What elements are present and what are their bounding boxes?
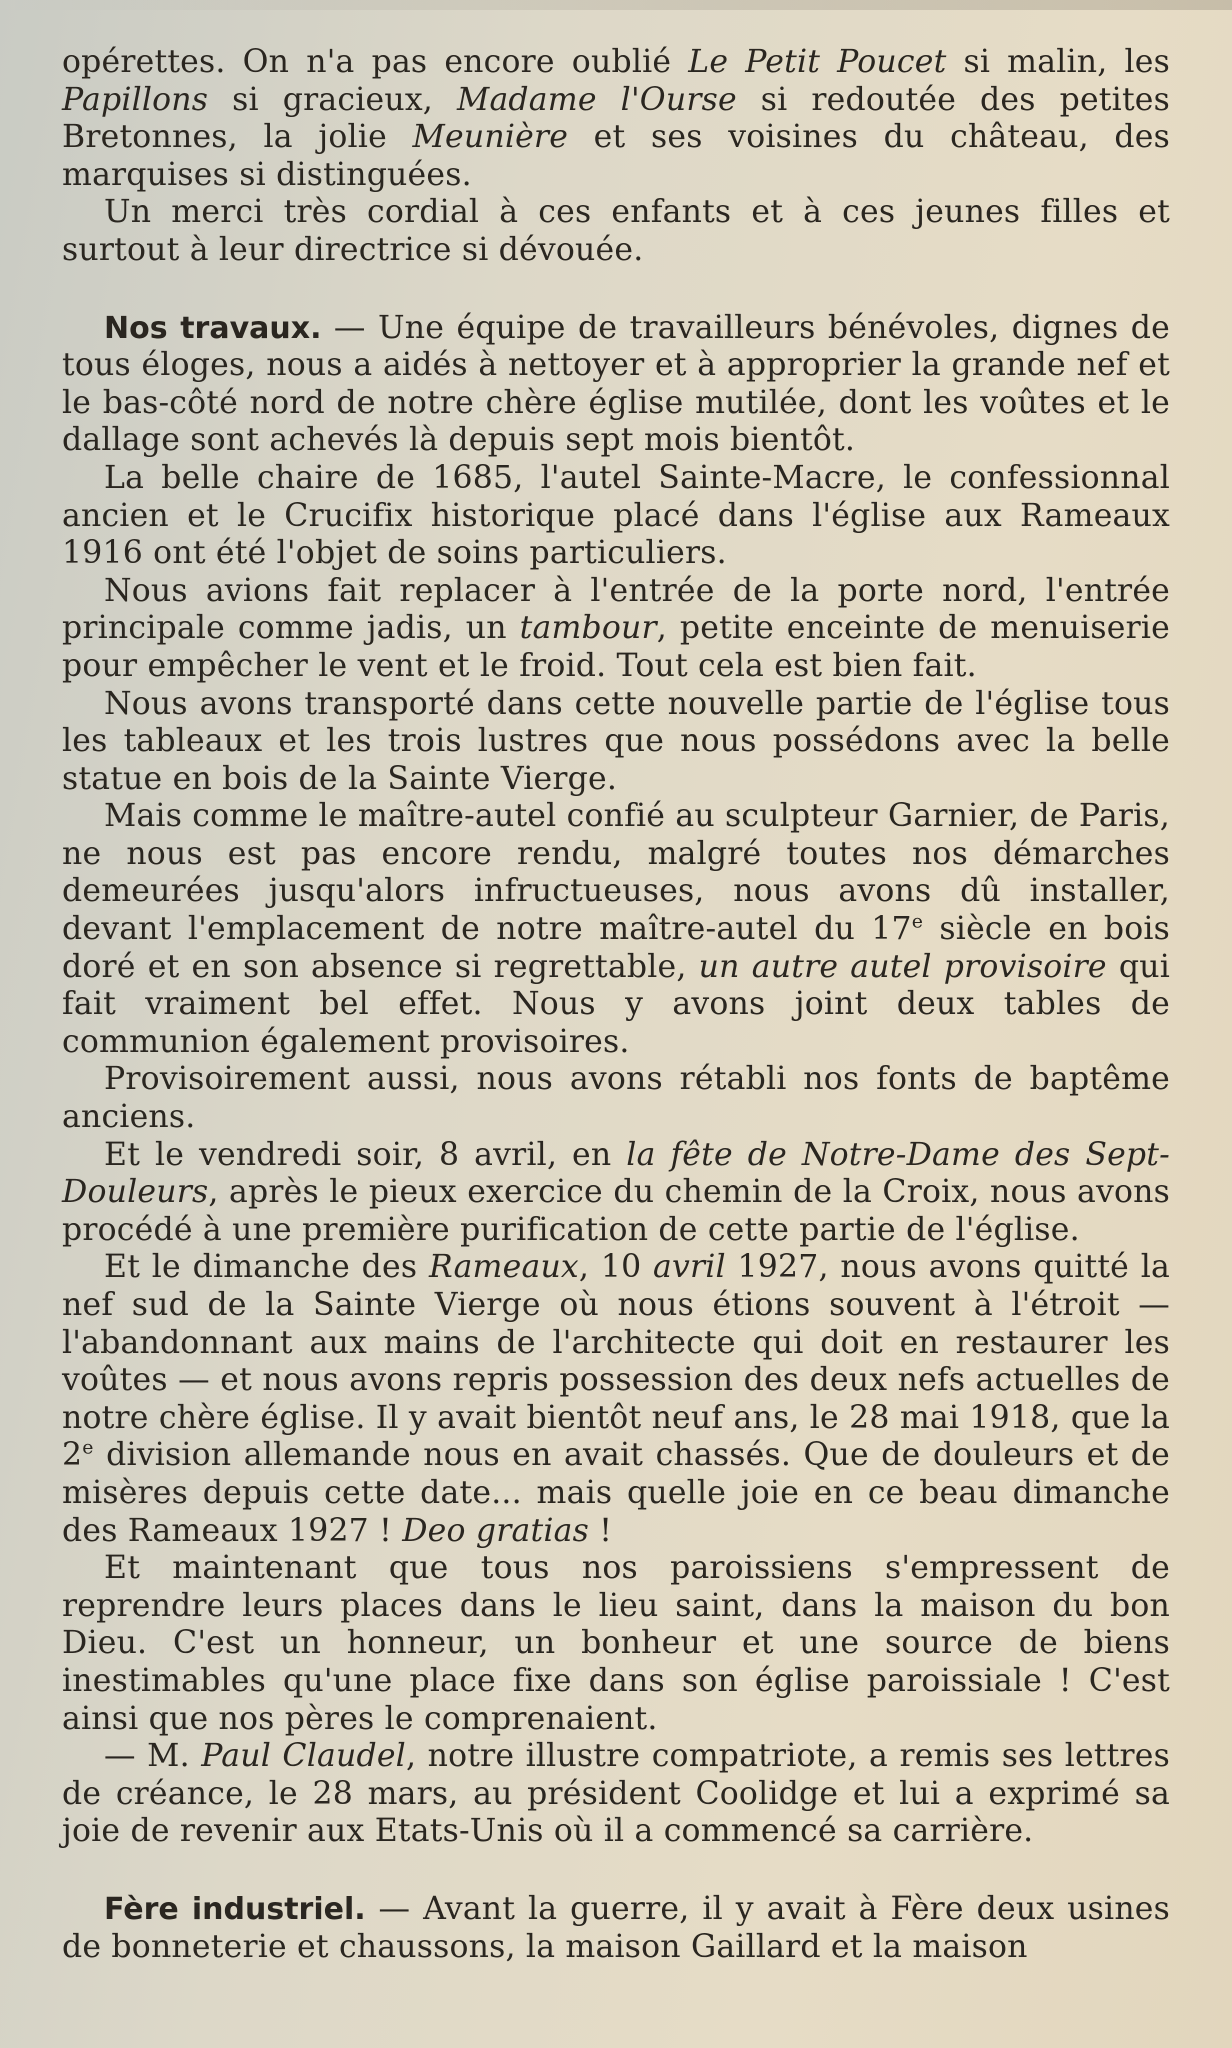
text-run: siècle en bois doré et en son absence si regrettable, [62, 911, 1170, 985]
text-run: Provisoirement aussi, nous avons rétabli nos fonts de baptême anciens. [62, 1061, 1170, 1136]
paragraph-p3 [62, 310, 1170, 460]
text-run: La belle chaire de 1685, l'autel Sainte-Macre, le confessionnal ancien et le Crucifix historique placé dans l'église aux Rameaux 1916 ont été l'objet de soins particuliers. [62, 459, 1170, 572]
text-run: 1927, nous avons quitté la nef sud de la Sainte Vierge où nous étions souvent à l'étroit — l'abandonnant aux mains de l'architecte qui doit en restaurer les voûtes — et nous avons repris possession des deux nefs actuelles de notre chère église. Il y avait bientôt neuf ans, le 28 mai 1918, que la 2 [62, 1249, 1170, 1474]
paragraph-p1 [62, 44, 1170, 194]
text-run: si malin, les [946, 44, 1171, 80]
text-run: , après le pieux exercice du chemin de la Croix, nous avons procédé à une première purification de cette partie de l'église. [62, 1174, 1170, 1248]
text-run: qui fait vraiment bel effet. Nous y avons joint deux tables de communion également provisoires. [62, 948, 1170, 1060]
text-run: Nous avons transporté dans cette nouvelle partie de l'église tous les tableaux et les trois lustres que nous possédons avec la belle statue en bois de la Sainte Vierge. [62, 685, 1170, 797]
section-gap [62, 270, 1170, 310]
text-run: opérettes. On n'a pas encore oublié [62, 44, 689, 80]
text-run: , notre illustre compatriote, a remis ses lettres de créance, le 28 mars, au président Coolidge et lui a exprimé sa joie de revenir aux Etats-Unis où il a commencé sa carrière. [62, 1738, 1170, 1850]
text-run: et ses voisines du château, des marquises si distinguées. [62, 119, 1170, 193]
text-run: Un merci très cordial à ces enfants et à ces jeunes filles et surtout à leur directrice si dévouée. [62, 194, 1170, 268]
section-gap [62, 1851, 1170, 1891]
text-run: si gracieux, [208, 81, 457, 118]
text-run: Et le vendredi soir, 8 avril, en [104, 1136, 627, 1173]
italic-text: Meunière [412, 119, 569, 156]
italic-text: Rameaux [428, 1249, 579, 1286]
italic-text: un autre autel provisoire [698, 948, 1107, 985]
paragraph-p4 [62, 460, 1170, 573]
paragraph-p9 [62, 1137, 1170, 1250]
text-run: , petite enceinte de menuiserie pour empêcher le vent et le froid. Tout cela est bien fait. [62, 610, 1170, 684]
text-run: — Avant la guerre, il y avait à Fère deux usines de bonneterie et chaussons, la maison Gaillard et la maison [62, 1890, 1171, 1965]
text-run: Et maintenant que tous nos paroissiens s'empressent de reprendre leurs places dans le lieu saint, dans la maison du bon Dieu. C'est un honneur, un bonheur et une source de biens inestimables qu'une place fixe dans son église paroissiale ! C'est ainsi que nos pères le comprenaient. [62, 1550, 1170, 1737]
text-run: si redoutée des petites Bretonnes, la jolie [62, 81, 1171, 156]
paragraph-p6 [62, 686, 1170, 799]
section-heading: Fère industriel. [104, 1891, 366, 1927]
italic-text: avril [653, 1249, 726, 1286]
italic-text: Paul Claudel [201, 1738, 406, 1775]
superscript: e [82, 1436, 94, 1459]
page-edge-shadow [0, 0, 1232, 10]
text-run: division allemande nous en avait chassés. Que de douleurs et de misères depuis cette date... mais quelle joie en ce beau dimanche des Rameaux 1927 ! [62, 1437, 1170, 1549]
italic-text: Le Petit Poucet [688, 44, 947, 80]
paragraph-p10 [62, 1249, 1170, 1550]
paragraph-p5 [62, 573, 1170, 686]
paragraph-p8 [62, 1061, 1170, 1136]
italic-text: tambour [519, 610, 657, 647]
text-run: Et le dimanche des [104, 1249, 429, 1286]
text-run: — Une équipe de travailleurs bénévoles, dignes de tous éloges, nous a aidés à nettoyer et à approprier la grande nef et le bas-côté nord de notre chère église mutilée, dont les voûtes et le dallage sont achevés là depuis sept mois bientôt. [62, 309, 1170, 459]
text-run: ! [588, 1512, 613, 1549]
italic-text: la fête de Notre-Dame des Sept-Douleurs [62, 1136, 1170, 1211]
section-heading: Nos travaux. [104, 310, 322, 346]
text-column [62, 44, 1170, 1966]
italic-text: Madame l'Ourse [457, 81, 737, 118]
paragraph-p13 [62, 1891, 1170, 1966]
superscript: e [911, 910, 924, 933]
paragraph-p2 [62, 194, 1170, 269]
paragraph-p12 [62, 1738, 1170, 1851]
text-run: Mais comme le maître-autel confié au sculpteur Garnier, de Paris, ne nous est pas encore rendu, malgré toutes nos démarches demeurées jusqu'alors infructueuses, nous avons dû installer, devant l'emplacement de notre maître-autel du 17 [62, 798, 1170, 948]
text-run: Nous avions fait replacer à l'entrée de la porte nord, l'entrée principale comme jadis, un [62, 572, 1170, 647]
text-run: , 10 [578, 1249, 654, 1286]
text-run: — M. [104, 1738, 202, 1775]
paragraph-p7 [62, 798, 1170, 1061]
paragraph-p11 [62, 1550, 1170, 1738]
italic-text: Deo gratias [402, 1512, 589, 1549]
italic-text: Papillons [62, 81, 209, 118]
